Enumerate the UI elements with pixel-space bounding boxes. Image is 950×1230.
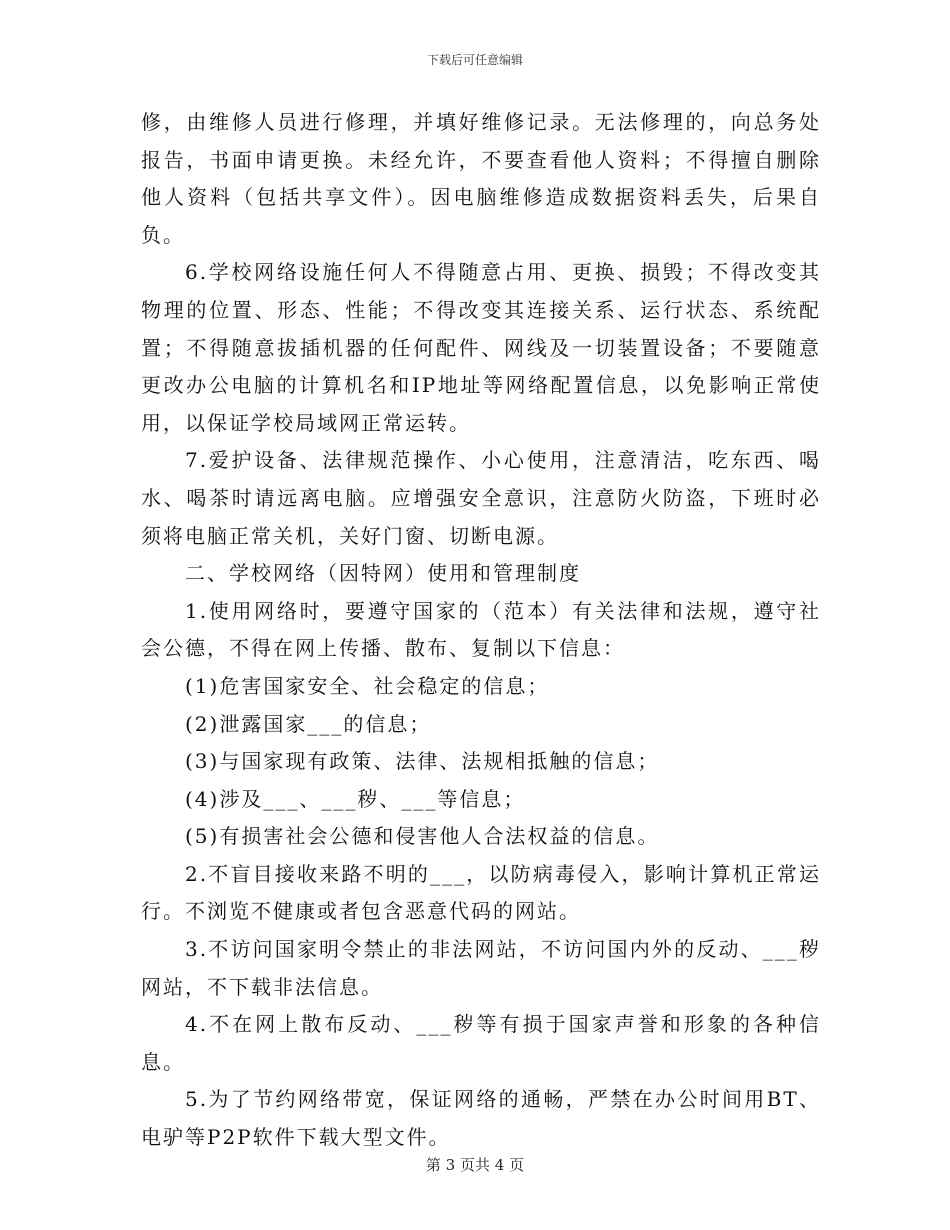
paragraph-item-4: 4.不在网上散布反动、___秽等有损于国家声誉和形象的各种信息。 [141, 1012, 821, 1074]
page-header: 下载后可任意编辑 [426, 53, 523, 67]
paragraph-item-3: 3.不访问国家明令禁止的非法网站，不访问国内外的反动、___秽网站，不下载非法信息。 [141, 937, 821, 999]
sub-item-1: (1)危害国家安全、社会稳定的信息； [185, 673, 550, 698]
sub-item-4: (4)涉及___、___秽、___等信息； [185, 786, 526, 811]
paragraph-item-7: 7.爱护设备、法律规范操作、小心使用，注意清洁，吃东西、喝水、喝茶时请远离电脑。应增强安全意识，注意防火防盗，下班时必须将电脑正常关机，关好门窗、切断电源。 [141, 448, 821, 548]
paragraph-item-2: 2.不盲目接收来路不明的___，以防病毒侵入，影响计算机正常运行。不浏览不健康或者包含恶意代码的网站。 [141, 861, 821, 924]
sub-item-3: (3)与国家现有政策、法律、法规相抵触的信息； [185, 749, 660, 774]
section-heading: 二、学校网络（因特网）使用和管理制度 [185, 561, 581, 586]
page-number: 第 3 页共 4 页 [425, 1156, 525, 1174]
sub-item-5: (5)有损害社会公德和侵害他人合法权益的信息。 [185, 824, 660, 849]
paragraph-item-6: 6.学校网络设施任何人不得随意占用、更换、损毁；不得改变其物理的位置、形态、性能；不得改变其连接关系、运行状态、系统配置；不得随意拔插机器的任何配件、网线及一切装置设备；不要随意更改办公电脑的计算机名和IP地址等网络配置信息，以免影响正常使用，以保证学校局域网正常运转。 [141, 260, 821, 435]
paragraph-continuation: 修，由维修人员进行修理，并填好维修记录。无法修理的，向总务处报告，书面申请更换。未经允许，不要查看他人资料；不得擅自删除他人资料（包括共享文件）。因电脑维修造成数据资料丢失，后果自负。 [141, 110, 821, 247]
sub-item-2: (2)泄露国家___的信息； [185, 711, 432, 736]
paragraph-item-1: 1.使用网络时，要遵守国家的（范本）有关法律和法规，遵守社会公德，不得在网上传播、散布、复制以下信息： [141, 598, 821, 661]
document-body [141, 104, 821, 1157]
paragraph-item-5: 5.为了节约网络带宽，保证网络的通畅，严禁在办公时间用BT、电驴等P2P软件下载大型文件。 [141, 1087, 821, 1150]
